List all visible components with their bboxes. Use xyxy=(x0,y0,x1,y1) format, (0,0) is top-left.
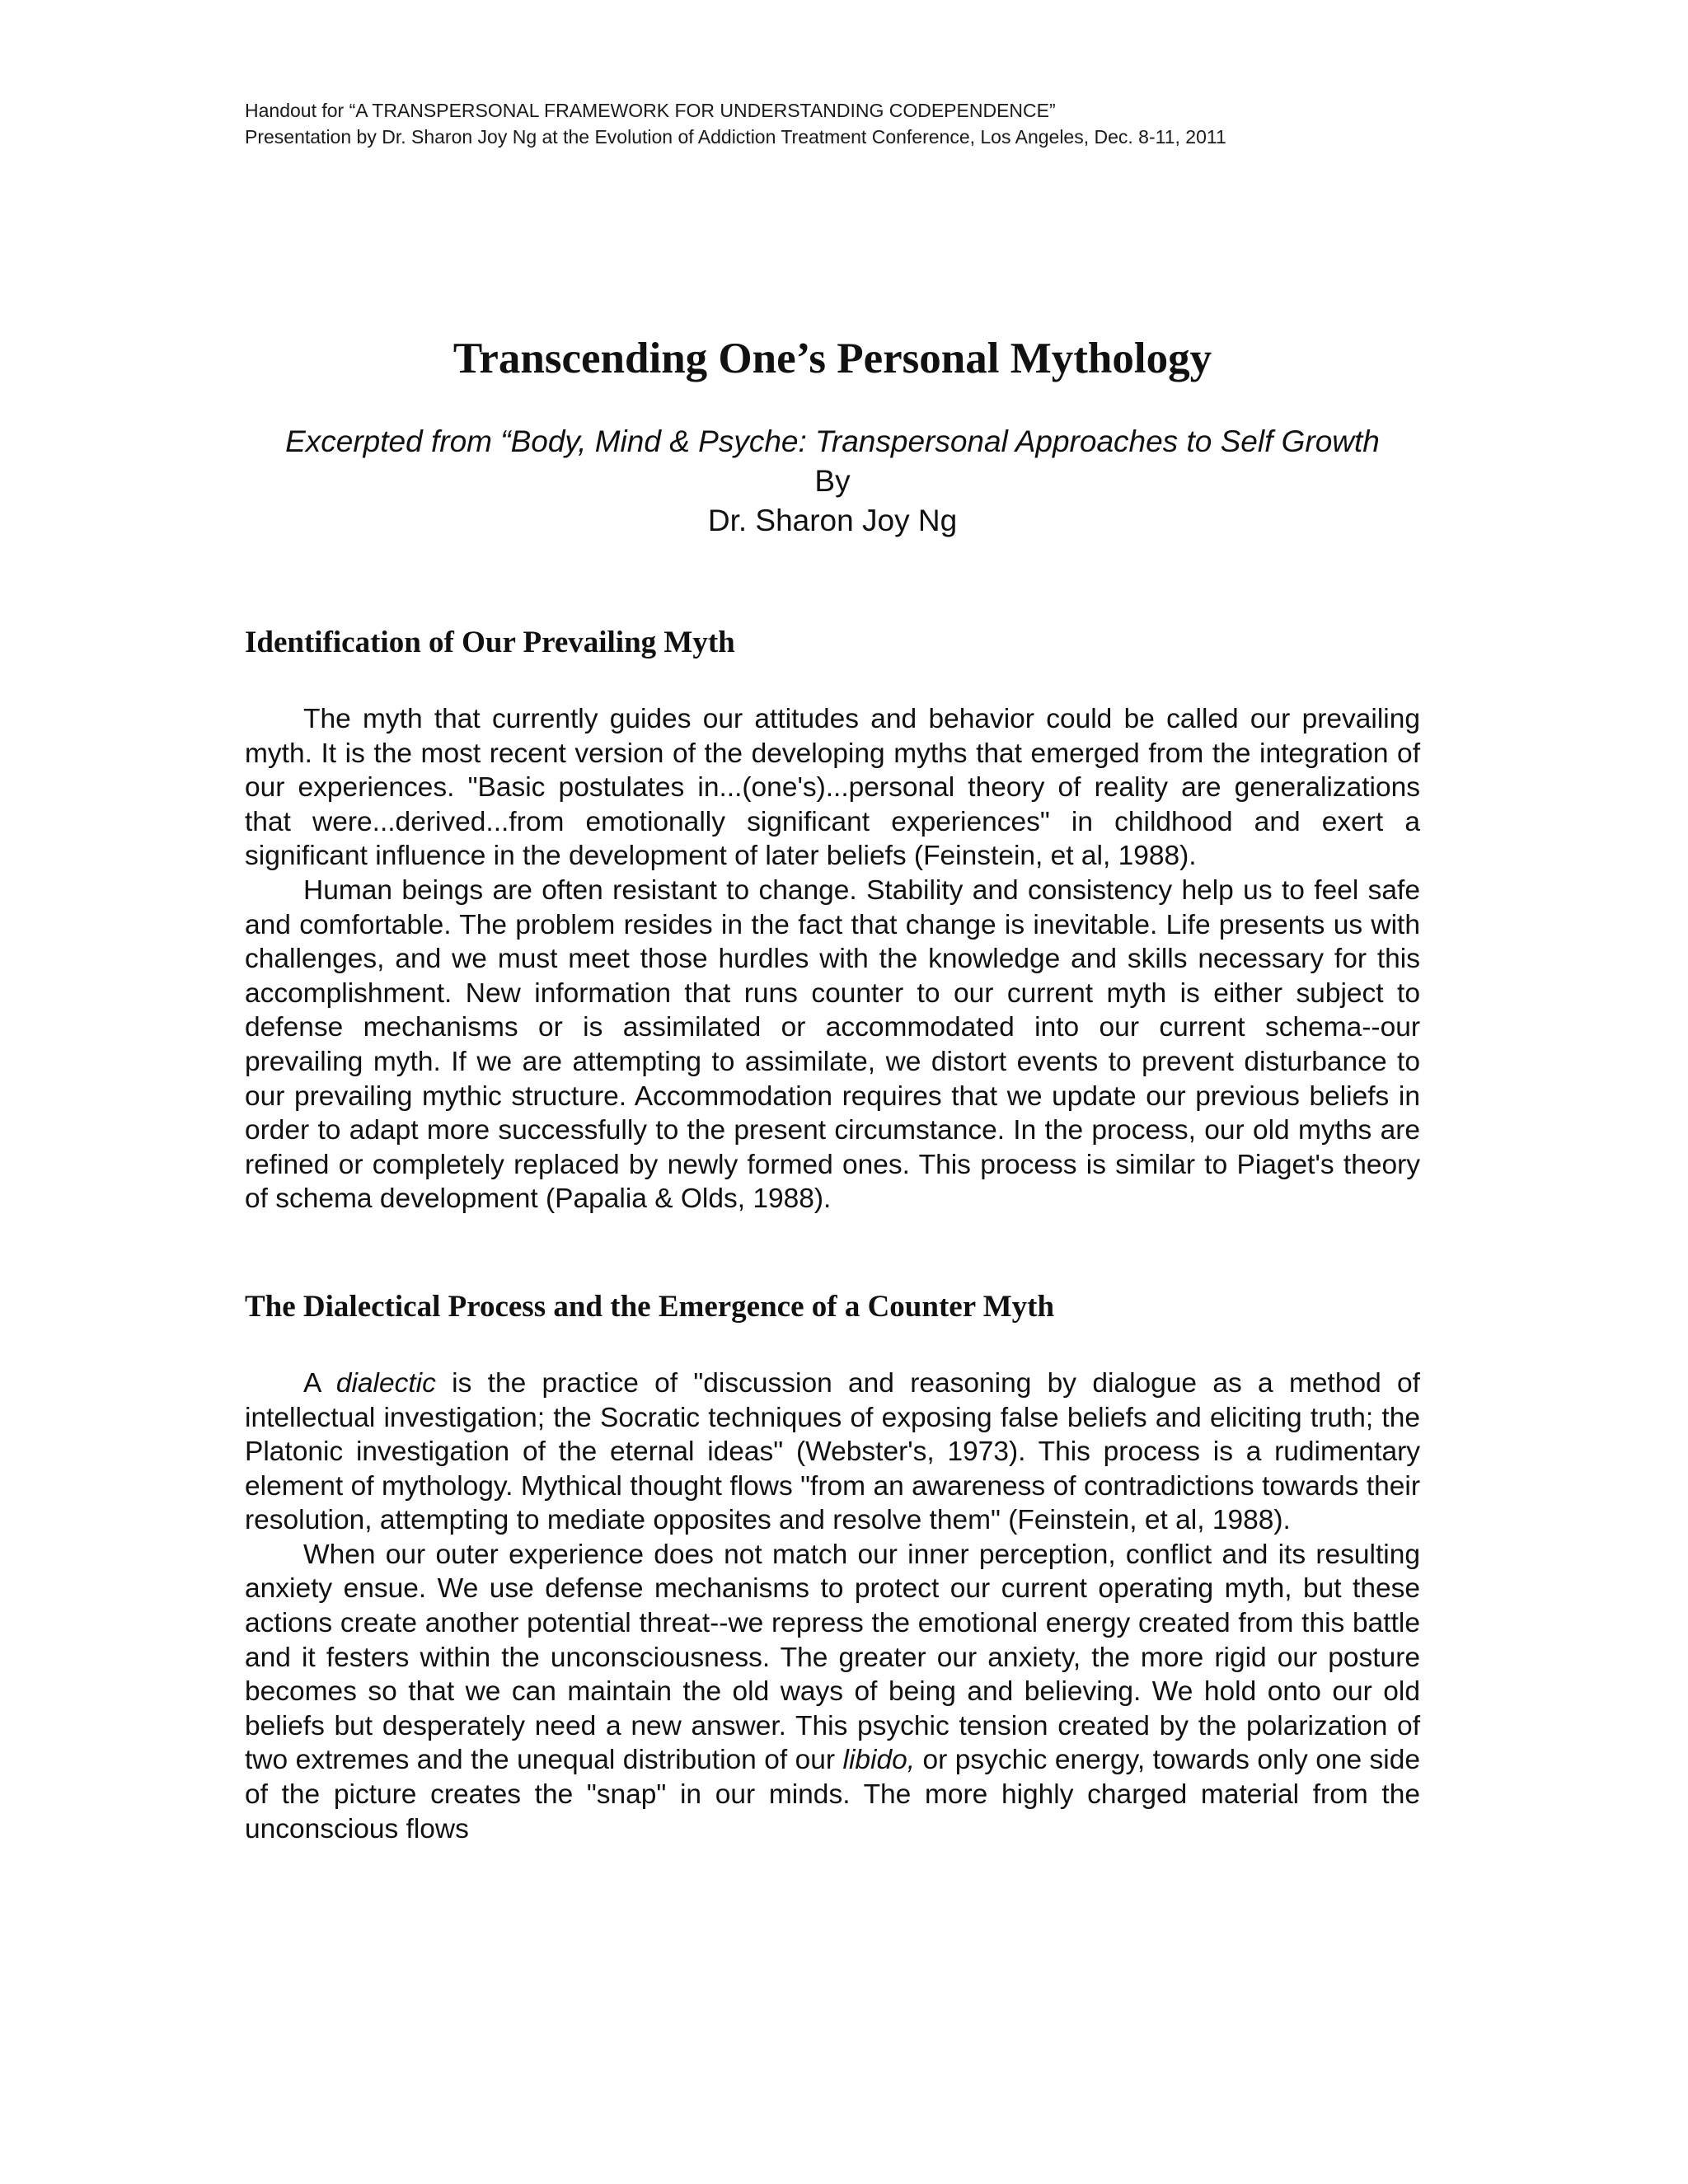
section1-paragraph-1: The myth that currently guides our attitudes and behavior could be called our prevailing myth. It is the most recent version of the developing myths that emerged from the integration of our experiences. "Basic postulates in...(one's)...personal theory of reality are generalizations that were...derived...from emotionally significant experiences" in childhood and exert a significant influence in the development of later beliefs (Feinstein, et al, 1988). xyxy=(245,704,1420,872)
section-heading-dialectical-process: The Dialectical Process and the Emergence of a Counter Myth xyxy=(245,1289,1055,1324)
emphasis-libido: libido, xyxy=(842,1745,916,1776)
paragraph-text: or psychic energy, towards only one side of the picture creates the "snap" in our minds. The more highly charged material from the unconscious flows xyxy=(245,1745,1421,1844)
by-line: By xyxy=(814,464,851,498)
document-title: Transcending One’s Personal Mythology xyxy=(452,335,1212,382)
section1-paragraph-2: Human beings are often resistant to change. Stability and consistency help us to feel safe and comfortable. The problem resides in the fact that change is inevitable. Life presents us with challenges, and we must meet those hurdles with the knowledge and skills necessary for this accomplishment. New information that runs counter to our current myth is either subject to defense mechanisms or is assimilated or accommodated into our current schema--our prevailing myth. If we are attempting to assimilate, we distort events to prevent disturbance to our prevailing mythic structure. Accommodation requires that we update our previous beliefs in order to adapt more successfully to the present circumstance. In the process, our old myths are refined or completely replaced by newly formed ones. This process is similar to Piaget's theory of schema development (Papalia & Olds, 1988). xyxy=(245,874,1420,1215)
section2-paragraph-1 xyxy=(245,1366,1420,1538)
paragraph-text: is the practice of "discussion and reasoning by dialogue as a method of intellectual investigation; the Socratic techniques of exposing false beliefs and eliciting truth; the Platonic investigation of the eternal ideas" (Webster's, 1973). This process is a rudimentary element of mythology. Mythical thought flows "from an awareness of contradictions towards their resolution, attempting to mediate opposites and resolve them" (Feinstein, et al, 1988). xyxy=(245,1367,1420,1536)
document-page xyxy=(245,97,1420,1846)
handout-header-line-1: Handout for “A TRANSPERSONAL FRAMEWORK FOR UNDERSTANDING CODEPENDENCE” xyxy=(245,100,1056,121)
paragraph-text: When our outer experience does not match our inner perception, conflict and its resulting anxiety ensue. We use defense mechanisms to protect our current operating myth, but these actions create another potential threat--we repress the emotional energy created from this battle and it festers within the unconsciousness. The greater our anxiety, the more rigid our posture becomes so that we can maintain the old ways of being and believing. We hold onto our old beliefs but desperately need a new answer. This psychic tension created by the polarization of two extremes and the unequal distribution of our xyxy=(245,1539,1420,1776)
author-name: Dr. Sharon Joy Ng xyxy=(707,504,958,537)
section-heading-prevailing-myth: Identification of Our Prevailing Myth xyxy=(245,626,735,659)
emphasis-dialectic: dialectic xyxy=(335,1367,436,1399)
excerpt-subtitle: Excerpted from “Body, Mind & Psyche: Transpersonal Approaches to Self Growth xyxy=(285,424,1380,458)
handout-header-line-2: Presentation by Dr. Sharon Joy Ng at the Evolution of Addiction Treatment Conference, Los Angeles, Dec. 8-11, 2011 xyxy=(245,126,1226,148)
section2-paragraph-2 xyxy=(245,1538,1420,1846)
paragraph-text: A xyxy=(303,1367,336,1399)
